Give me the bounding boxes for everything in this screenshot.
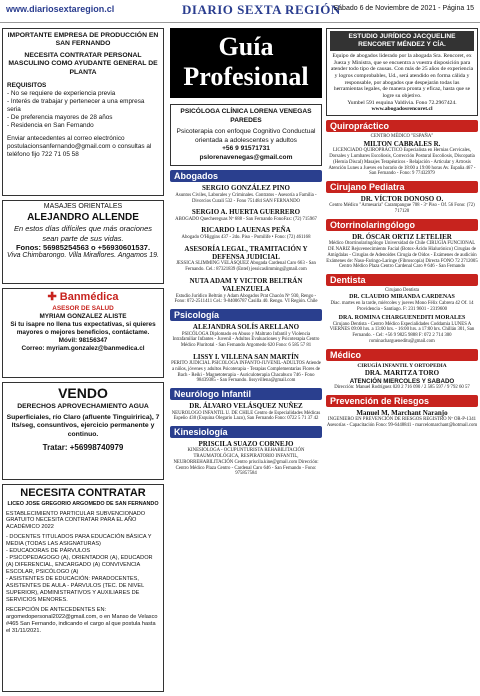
ad-school: LICEO JOSE GREGORIO ARGOMEDO DE SAN FERNANDO bbox=[7, 500, 159, 507]
page-date: Sábado 6 de Noviembre de 2021 - Página 15 bbox=[333, 5, 474, 12]
psychologist-detail: PSICÓLOGA Diplomado en Abuso y Maltrato Infantil y Violencia Intrafamiliar Infantes - Juvenil - Adultos Evaluaciones y Psicoterapia Centro Médico Pluritotal - San Fernando Argomedo 620 Fono: 6 585 57 81 bbox=[172, 331, 320, 348]
estudio-address: Yumbel 591 esquina Valdivia. Fono 72.2967424. bbox=[347, 99, 457, 106]
ad-title: NECESITA CONTRATAR bbox=[20, 487, 146, 499]
ent-name: DR. ÓSCAR ORTIZ LETELIER bbox=[352, 232, 452, 241]
job-item: - PSICOPEDAGOGO (A), ORIENTADOR (A), EDUCADOR (A) DIFERENCIAL, ENCARGADO (A) CONVIVENCIA ESCOLAR, PSICÓLOGO (A) bbox=[6, 555, 153, 576]
guide-title: Guía Profesional bbox=[170, 28, 322, 98]
job-item: - EDUCADORAS DE PÁRVULOS bbox=[6, 548, 91, 555]
job-item: - ASISTENTES DE EDUCACIÓN: PARADOCENTES, ASISTENTES DE AULA - PÁRVULOS (TEC. DE NIVEL SUPERIOR), ADMINISTRATIVOS Y AUXILIARES DE SERVICIOS MENORES. bbox=[6, 576, 145, 604]
section-cirujano-pediatra: Cirujano Pediatra bbox=[326, 181, 478, 193]
psychologist-detail: PERITO JUDICIAL PSICOLOGA INFANTO-JUVENIL-ADULTOS Atiende a niños, jóvenes y adultos Psicoterapia - Terapias Complementarias Flores de Bach - Reiki - Magnetoterapia - Auriculoterapia Chacabuco 746 - Fono 98439385 - San Fernando. lissyvillena@gmail.com bbox=[171, 361, 321, 384]
ad-name: MYRIAM GONZALEZ ALISTE bbox=[39, 312, 127, 320]
requirement: - Residencia en San Fernando bbox=[7, 122, 94, 130]
ad-subtitle: NECESITA CONTRATAR PERSONAL MASCULINO COMO AYUDANTE GENERAL DE PLANTA bbox=[8, 51, 158, 76]
surgeon-name: DR. VÍCTOR DONOSO O. bbox=[360, 195, 444, 204]
ad-text: Superficiales, río Claro (afluente Tinguiririca), 7 lts/seg, consuntivos, ejercicio permanente y continuo. bbox=[6, 413, 160, 438]
lawyer-name: ASESORÍA LEGAL, TRAMITACIÓN Y DEFENSA JUDICIAL bbox=[184, 244, 308, 261]
lawyer-detail: Abogado O'Higgins 437 - 2do. Piso - Pomilife • Fono: (72) 461168 bbox=[181, 234, 311, 240]
banmedica-logo bbox=[6, 291, 160, 305]
ad-title: MASAJES ORIENTALES bbox=[43, 203, 123, 210]
ad-massages bbox=[2, 200, 164, 284]
ad-estudio-juridico bbox=[326, 28, 478, 116]
ad-phones: Fonos: 56985254563 o +56930601537. bbox=[15, 243, 151, 252]
section-dentista: Dentista bbox=[326, 274, 478, 286]
chiro-detail: LICENCIADO QUIROPRÁCTICO Especialista en Hernias Cervicales, Dorsales y Lumbares Escoliosis, Corrección Postural Escoliosis, Discopatía (Hernia Discal) Masajes Terapéuticos - Relajación - Articular y Artrosis Atención Lunes a Jueves en horario de 18:00 a 19:00 horas Av. España 467 - San Fernando - Fono: 9 77432979 bbox=[328, 148, 476, 177]
psi-email: pslorenavenegas@gmail.com bbox=[199, 153, 293, 161]
ad-address: Viva Chimbarongo. Villa Miraflores. Angamos 19. bbox=[6, 252, 159, 260]
requirements-title: REQUISITOS bbox=[7, 82, 47, 90]
ad-text: En estos días difíciles que más oraciones sean parte de sus vidas. bbox=[14, 224, 152, 243]
psi-title: PSICÓLOGA CLÍNICA LORENA VENEGAS PAREDES bbox=[180, 108, 312, 124]
psi-phone: +56 9 91571731 bbox=[222, 145, 270, 153]
requirement: - No se requiere de experiencia previa bbox=[7, 90, 116, 98]
newspaper-name: DIARIO SEXTA REGIÓN bbox=[182, 2, 341, 17]
section-otorrino: Otorrinolaringólogo bbox=[326, 219, 478, 231]
ad-phone: Tratar: +56998740979 bbox=[42, 443, 124, 453]
doctor-badge: ATENCIÓN MIERCOLES Y SABADO bbox=[349, 377, 455, 385]
psi-text: Psicoterapia con enfoque Cognitivo Conductual orientada a adolescentes y adultos bbox=[176, 128, 316, 144]
dentist-detail: Diac. martes en la tarde, miércoles y jueves Mono Félix Cabrera 42 Of. 14 Providencia - Santiago. F: 231 9601 - 2319600 bbox=[330, 301, 474, 312]
estudio-title: ESTUDIO JURÍDICO JACQUELINE RENCORET MÉNDEZ Y CÍA. bbox=[330, 31, 474, 51]
ad-production-company bbox=[2, 28, 164, 196]
section-prevencion-riesgos: Prevención de Riesgos bbox=[326, 395, 478, 407]
lawyer-detail: ABOGADO Quechereguas Nº 688 - San Fernando FonoFax: (72) 715967 bbox=[175, 216, 317, 222]
job-item: - DOCENTES TITULADOS PARA EDUCACIÓN BÁSICA Y MEDIA (TODAS LAS ASIGNATURAS) bbox=[6, 534, 152, 548]
ad-name: ALEJANDRO ALLENDE bbox=[27, 211, 139, 223]
right-column bbox=[326, 28, 478, 433]
chiro-name: MILTON CABRALES R. bbox=[363, 139, 441, 148]
section-quiropractico: Quiropráctico bbox=[326, 120, 478, 132]
ad-email: Correo: myriam.gonzalez@banmedica.cl bbox=[21, 344, 145, 352]
ad-text: ESTABLECIMIENTO PARTICULAR SUBVENCIONADO GRATUITO NECESITA CONTRATAR PARA EL AÑO ACADÉMICO 2022 bbox=[6, 510, 146, 531]
engineer-name: Manuel M. Marchant Naranjo bbox=[356, 408, 448, 417]
ad-role: ASESOR DE SALUD bbox=[52, 304, 114, 312]
lawyer-detail: Estudio Jurídico Beltrán y Adam Abogados Prat Chacón Nº 930, Rengo - Fono: 072-2511411 Cel.: 9-84006787 Casilla 40. Rengo. VI Región. Chile bbox=[174, 293, 318, 305]
left-column bbox=[2, 28, 164, 696]
ad-title: IMPORTANTE EMPRESA DE PRODUCCIÓN EN SAN FERNANDO bbox=[7, 32, 159, 48]
neurologist-detail: NEUROLOGO INFANTIL U. DE CHILE Centro de Especialidades Médicas Espeño 430 (Esquina Olegario Lazo), San Fernando Fono: 0722 5 71 37 42 bbox=[171, 410, 321, 422]
dentist-name: DR. CLAUDIO MIRANDA CARDENAS bbox=[349, 293, 455, 300]
estudio-website[interactable]: www.abogadosrencoret.cl bbox=[371, 106, 433, 113]
requirement: - Interés de trabajar y pertenecer a una empresa seria bbox=[7, 98, 145, 114]
ad-water-rights bbox=[2, 382, 164, 480]
section-psicologia: Psicología bbox=[170, 309, 322, 321]
ad-banmedica bbox=[2, 288, 164, 378]
doctor-detail: Dirección: Manuel Rodríguez 020 2 716 090 / 2 585 597 / 9 792 60 57 bbox=[334, 385, 470, 390]
lawyer-name: SERGIO A. HUERTA GUERRERO bbox=[191, 208, 301, 217]
lawyer-detail: Asuntos Civiles, Laborales y Criminales. Contratos - Asesoría a Familia - Divorcios Curalí 532 - Fono 751484 SAN FERNANDO bbox=[175, 192, 317, 204]
surgeon-detail: Centro Médico "Armesaria" Carampangue 708 - 3º Piso - Of. 56 Fono: (72) 717120 bbox=[329, 203, 475, 215]
brand-name: Banmédica bbox=[59, 291, 119, 303]
section-medico: Médico bbox=[326, 349, 478, 361]
ent-detail: Médico Otorrinolaringólogo Universidad de Chile CIRUGÍA FUNCIONAL DE NARIZ Rejuvenecimiento Facial (Botox-Ácido Hialurónico) Cirugías de Amígdalas - Cirugías de Adenoides Cirugía de Oídos - Exámenes de audición Exámenes de: Naso-Faringo-Laringe (Fibroscopía) Directa FONO 72 2712005 Centro Médico Plaza Centro Cardenal Caro # 646 - San Fernando bbox=[326, 241, 478, 270]
lawyer-name: NUTA ADAM Y VICTOR BELTRÁN VALENZUELA bbox=[189, 276, 303, 294]
dentist-detail: Cirujano Dentista - Centro Médico Especialidades Coddamia LUNES A VIERNES 09:00 hrs. a 13:00 hrs. - 16:00 hrs. a 17:00 hrs. Chillán 301, San Fernando. - Cel: +56 9 9825 9888 F: 072 2 714 300 rominachargueneditu@gmail.com bbox=[329, 321, 475, 344]
neurologist-name: DR. ÁLVARO VELÁSQUEZ NUÑEZ bbox=[189, 402, 303, 411]
doctor-name: DRA. MARITZA TORO bbox=[364, 369, 440, 378]
dentist-title: Cirujano Dentista bbox=[385, 288, 419, 294]
site-url[interactable]: www.diariosextaregion.cl bbox=[6, 4, 115, 14]
ad-title: VENDO bbox=[58, 385, 108, 401]
section-neurologo: Neurólogo Infantil bbox=[170, 388, 322, 400]
doctor-title: CIRUGÍA INFANTIL Y ORTOPEDIA bbox=[357, 362, 447, 369]
requirement: - De preferencia mayores de 28 años bbox=[7, 114, 113, 122]
ad-hiring-liceo bbox=[2, 484, 164, 692]
ad-contact: Enviar antecedentes al correo electrónico postulacionsanfernando@gmail.com o consultas al teléfono fijo 722 71 05 58 bbox=[7, 135, 152, 159]
section-abogados: Abogados bbox=[170, 170, 322, 182]
ad-contact: RECEPCIÓN DE ANTECEDENTES EN: argomedopersonal2022@gmail.com, o en Manso de Velasco #465 San Fernando, indicando el cargo al que postula hasta el 31/11/2021. bbox=[6, 607, 158, 635]
estudio-text: Equipo de abogados liderado por la abogada Sra. Rencoret, ex Jueza y Ministra, que se encuentra a vuestra disposición para atender todo tipo de causas. Con más de 25 años de experiencia y logros comprobables, Ud., será atendido en forma cálida y responsable, por abogados que despejarán todas las herramientas legales, de manera pronta y eficaz, hasta que se logre su objetivo. bbox=[330, 52, 474, 100]
page-header bbox=[0, 0, 480, 23]
ad-subtitle: DERECHOS APROVECHAMIENTO AGUA bbox=[17, 402, 149, 410]
ad-phone: Móvil: 98156347 bbox=[58, 336, 108, 344]
lawyer-name: RICARDO LAUENAS PEÑA bbox=[201, 226, 291, 235]
cross-icon: ✚ bbox=[47, 291, 60, 303]
kinesiologist-name: PRISCILA SUAZO CORNEJO bbox=[198, 440, 294, 449]
psychologist-name: LISSY I. VILLENA SAN MARTÍN bbox=[193, 352, 299, 361]
ad-text: Si tu isapre no llena tus expectativas, si quieres mayores o mejores beneficios, contáctame. bbox=[10, 320, 156, 336]
psychologist-name: ALEJANDRA SOLÍS ARELLANO bbox=[192, 323, 300, 332]
middle-column bbox=[170, 28, 322, 481]
lawyer-name: SERGIO GONZÁLEZ PINO bbox=[202, 184, 290, 193]
lawyer-detail: JESSICA SLIMMING VELÁSQUEZ Abogada Cardenal Caro 663 - San Fernando. Cel.: 87321839 (Entel) jessicaslimming@gmail.com bbox=[176, 261, 316, 273]
kinesiologist-detail: KINESIOLOGA - OCUPUNTURISTA REHABILITACIÓN TRAUMATOLÓGICA, RESPIRATORIO INFANTIL, NEURORREHABILITACIÓN Centro priscila.kine@gmail.com Dirección: Centro Médico Plaza Centro - Cardenal Caro 646 - San Fernando - Fono: 975857584 bbox=[173, 448, 319, 477]
chiro-center: CENTRO MÉDICO "ESPAÑA" bbox=[370, 134, 434, 140]
dentist-name: DRA. ROMINA CHARGUENEDITI MORALES bbox=[338, 314, 466, 321]
section-kinesiologia: Kinesiología bbox=[170, 426, 322, 438]
engineer-detail: INGENIERO EN PREVENCIÓN DE RIESGOS REGISTRO Nº OR-P-1341 Asesorías - Capacitación Fono: 99-6448841 - marcelomarchant@hotmail.com bbox=[326, 417, 478, 428]
ad-psychologist bbox=[170, 104, 322, 166]
